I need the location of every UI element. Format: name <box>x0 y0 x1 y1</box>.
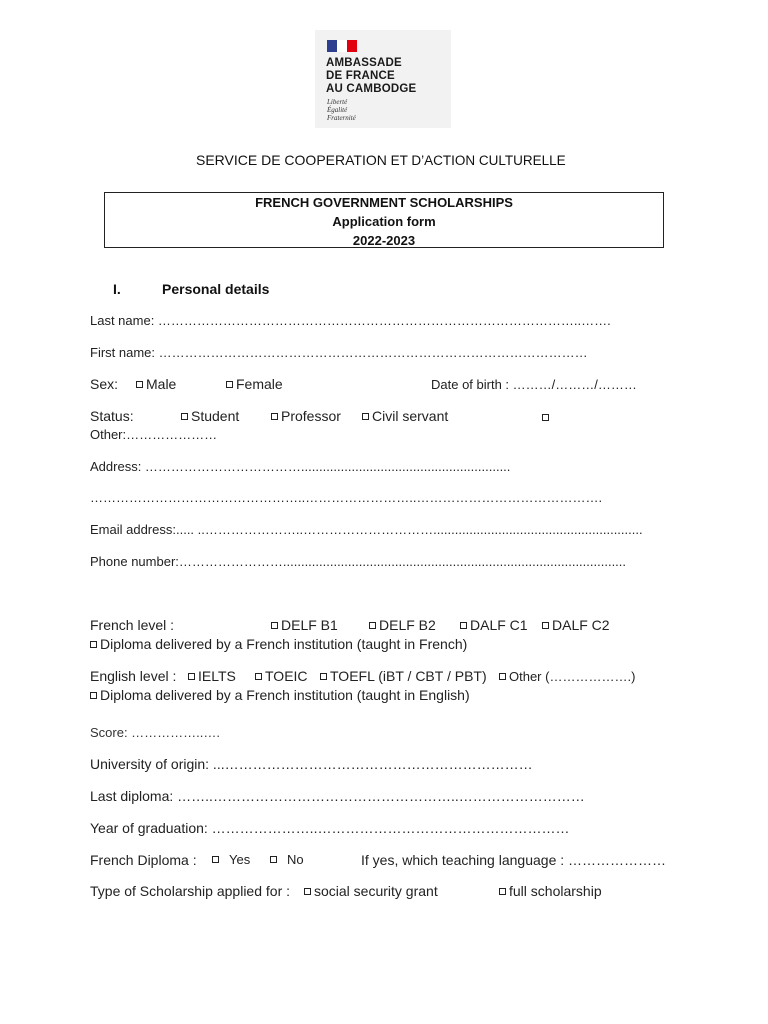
french-diploma-yes-option[interactable] <box>212 852 250 867</box>
checkbox-icon[interactable] <box>270 856 277 863</box>
checkbox-icon[interactable] <box>255 673 262 680</box>
french-dalf-c2-label: DALF C2 <box>552 617 610 633</box>
english-toefl-option[interactable] <box>320 668 487 684</box>
embassy-logo <box>315 30 451 128</box>
english-ielts-option[interactable] <box>188 668 236 684</box>
french-level-label: French level : <box>90 617 175 633</box>
sex-male-option[interactable] <box>136 376 176 392</box>
french-delf-b2-option[interactable] <box>369 617 436 633</box>
scholarship-social-option[interactable] <box>304 883 438 899</box>
sex-female-label: Female <box>236 376 283 392</box>
title-line-1: FRENCH GOVERNMENT SCHOLARSHIPS <box>255 195 513 210</box>
sex-female-option[interactable] <box>226 376 283 392</box>
french-diploma-no-label: No <box>287 852 304 867</box>
address-field-line-2[interactable]: …………………………………………..……………………..……………………………………. <box>90 490 603 505</box>
checkbox-icon[interactable] <box>542 622 549 629</box>
checkbox-icon[interactable] <box>181 413 188 420</box>
english-other-option[interactable] <box>499 669 635 684</box>
status-other-checkbox[interactable] <box>542 414 549 421</box>
sex-male-label: Male <box>146 376 177 392</box>
status-other-field[interactable]: Other:………………… <box>90 427 218 442</box>
section-number: I. <box>113 281 121 297</box>
french-diploma-label: Diploma delivered by a French institution (taught in French) <box>100 636 468 652</box>
french-diploma-no-option[interactable] <box>270 852 304 867</box>
university-field[interactable]: University of origin: ...………………………………………………………… <box>90 756 533 772</box>
english-ielts-label: IELTS <box>198 668 236 684</box>
logo-line-2: DE FRANCE <box>326 70 395 82</box>
status-student-option[interactable] <box>181 408 239 424</box>
checkbox-icon[interactable] <box>304 888 311 895</box>
status-civil-servant-option[interactable] <box>362 408 448 424</box>
checkbox-icon[interactable] <box>271 413 278 420</box>
scholarship-full-option[interactable] <box>499 883 602 899</box>
score-field[interactable]: Score: ……………..…. <box>90 725 221 740</box>
checkbox-icon[interactable] <box>212 856 219 863</box>
motto-liberte: Liberté <box>327 98 348 106</box>
checkbox-icon[interactable] <box>271 622 278 629</box>
checkbox-icon[interactable] <box>226 381 233 388</box>
service-heading <box>196 152 566 168</box>
scholarship-social-label: social security grant <box>314 883 438 899</box>
checkbox-icon[interactable] <box>90 641 97 648</box>
status-label: Status: <box>90 408 134 424</box>
logo-line-1: AMBASSADE <box>326 57 402 69</box>
last-name-field[interactable]: Last name: ……………………………………………………………………………………..……. <box>90 313 611 328</box>
checkbox-icon[interactable] <box>369 622 376 629</box>
status-professor-label: Professor <box>281 408 341 424</box>
title-box <box>104 192 664 248</box>
teaching-language-field[interactable]: If yes, which teaching language : ………………… <box>361 852 667 868</box>
english-diploma-label: Diploma delivered by a French institution (taught in English) <box>100 687 470 703</box>
french-delf-b1-label: DELF B1 <box>281 617 338 633</box>
checkbox-icon[interactable] <box>188 673 195 680</box>
last-diploma-field[interactable]: Last diploma: ……..……………………………………………..……………………… <box>90 788 585 804</box>
french-flag-icon <box>327 40 357 52</box>
french-diploma-yes-label: Yes <box>229 852 251 867</box>
checkbox-icon[interactable] <box>460 622 467 629</box>
date-of-birth-field[interactable]: Date of birth : ………/………/……… <box>431 377 637 392</box>
english-toeic-option[interactable] <box>255 668 308 684</box>
status-civil-servant-label: Civil servant <box>372 408 449 424</box>
status-student-label: Student <box>191 408 240 424</box>
email-field[interactable]: Email address:..... ..…………………..………………………….......................................................... <box>90 522 643 537</box>
sex-label: Sex: <box>90 376 119 392</box>
section-title: Personal details <box>162 281 270 297</box>
service-heading-part2: ET D’ACTION CULTURELLE <box>386 153 566 168</box>
french-dalf-c2-option[interactable] <box>542 617 610 633</box>
english-other-label: Other (……………….) <box>509 669 636 684</box>
english-diploma-option[interactable] <box>90 687 470 703</box>
title-line-3: 2022-2023 <box>352 233 416 248</box>
checkbox-icon[interactable] <box>499 673 506 680</box>
checkbox-icon[interactable] <box>90 692 97 699</box>
first-name-field[interactable]: First name: ……………………………………………………………………………………… <box>90 345 588 360</box>
motto-egalite: Égalité <box>327 106 348 114</box>
motto-fraternite: Fraternité <box>327 114 356 122</box>
french-dalf-c1-option[interactable] <box>460 617 528 633</box>
english-toefl-label: TOEFL (iBT / CBT / PBT) <box>330 668 487 684</box>
scholarship-type-label: Type of Scholarship applied for : <box>90 883 291 899</box>
checkbox-icon[interactable] <box>136 381 143 388</box>
phone-field[interactable]: Phone number:……………………............................................................................................... <box>90 554 627 569</box>
french-diploma-question-label: French Diploma : <box>90 852 197 868</box>
french-delf-b2-label: DELF B2 <box>379 617 436 633</box>
checkbox-icon[interactable] <box>362 413 369 420</box>
title-line-2: Application form <box>332 214 436 229</box>
status-professor-option[interactable] <box>271 408 341 424</box>
french-dalf-c1-label: DALF C1 <box>470 617 528 633</box>
english-toeic-label: TOEIC <box>265 668 308 684</box>
english-level-label: English level : <box>90 668 177 684</box>
checkbox-icon[interactable] <box>499 888 506 895</box>
address-field-line-1[interactable]: Address: ……………………………….......................................................... <box>90 459 511 474</box>
service-heading-part1: SERVICE DE COOPERATION <box>196 152 387 168</box>
checkbox-icon[interactable] <box>320 673 327 680</box>
graduation-year-field[interactable]: Year of graduation: …………………..……………………………………………… <box>90 820 570 836</box>
logo-line-3: AU CAMBODGE <box>326 83 417 95</box>
french-delf-b1-option[interactable] <box>271 617 338 633</box>
scholarship-full-label: full scholarship <box>509 883 602 899</box>
french-diploma-option[interactable] <box>90 636 467 652</box>
